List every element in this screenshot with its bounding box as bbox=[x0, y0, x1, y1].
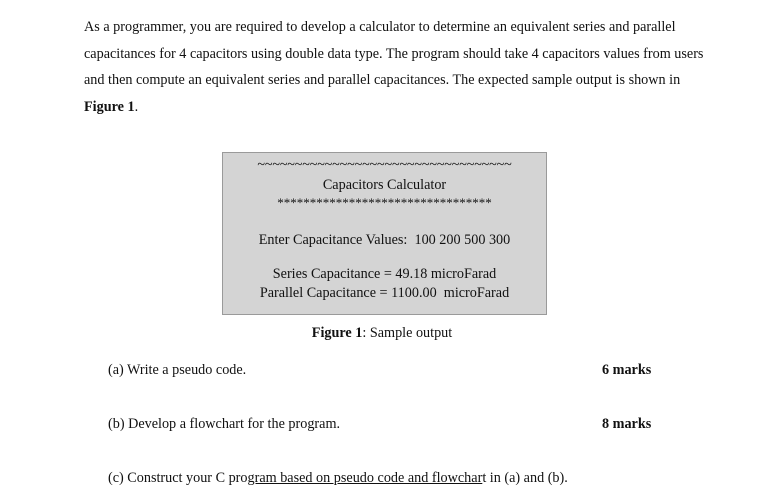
problem-text-end: . bbox=[134, 98, 139, 115]
question-b: (b) Develop a flowchart for the program. bbox=[108, 416, 341, 432]
caption-text: : Sample output bbox=[362, 325, 453, 341]
input-prompt-line: Enter Capacitance Values: 100 200 500 300 bbox=[258, 232, 511, 248]
tilde-divider: ~~~~~~~~~~~~~~~~~~~~~~~~~~~~~~~~~~ bbox=[257, 157, 512, 173]
figure-reference: Figure 1 bbox=[84, 98, 135, 115]
question-a: (a) Write a pseudo code. bbox=[108, 362, 247, 378]
problem-text: As a programmer, you are required to develop a calculator to determine an equivalent series and parallel capacitances for 4 capacitors using double data type. The program should take 4 capacitors values from users and then compute an equivalent series and parallel capacitances. The expected sample output is shown in bbox=[84, 19, 704, 88]
question-a-marks: 6 marks bbox=[602, 362, 652, 378]
figure-caption bbox=[0, 325, 764, 342]
problem-statement bbox=[84, 14, 704, 120]
calculator-title: Capacitors Calculator bbox=[322, 177, 447, 193]
question-c-text-start: (c) Construct your C pro bbox=[108, 470, 248, 486]
caption-label: Figure 1 bbox=[311, 325, 363, 341]
question-c bbox=[108, 470, 568, 487]
question-b-marks: 8 marks bbox=[602, 416, 652, 432]
sample-output-figure bbox=[222, 152, 547, 315]
question-c-text-end: t in (a) and (b). bbox=[482, 470, 568, 486]
series-result-line: Series Capacitance = 49.18 microFarad bbox=[272, 266, 497, 282]
parallel-result-line: Parallel Capacitance = 1100.00 microFarad bbox=[259, 285, 510, 301]
star-divider: ********************************* bbox=[277, 195, 492, 210]
question-c-underlined: gram based on pseudo code and flowchar bbox=[247, 470, 483, 486]
